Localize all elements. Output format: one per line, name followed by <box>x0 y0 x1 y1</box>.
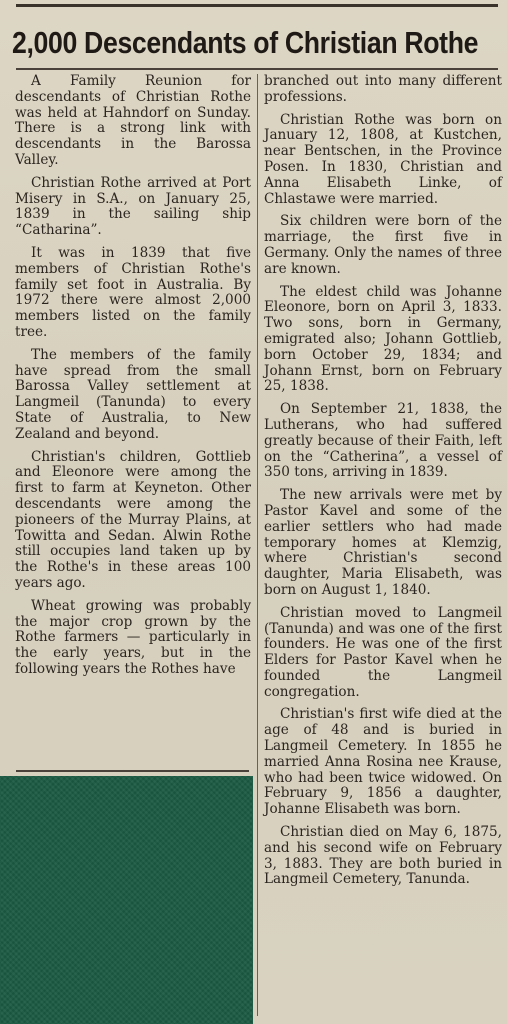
column-divider <box>257 74 258 1016</box>
paragraph: Six children were born of the marriage, the first five in Germany. Only the names of three are known. <box>264 213 502 277</box>
left-column <box>15 74 251 685</box>
article-end-rule <box>16 770 249 772</box>
paragraph: Christian's children, Gottlieb and Eleonore were among the first to farm at Keyneton. Other descendants were among the pioneers of the Murray Plains, at Towitta and Sedan. Alwin Rothe still occupies land taken up by the Rothe's in these areas 100 years ago. <box>15 448 251 591</box>
paragraph: It was in 1839 that five members of Christian Rothe's family set foot in Australia. By 1972 there were almost 2,000 members listed on the family tree. <box>15 244 251 340</box>
paragraph: The eldest child was Johanne Eleonore, born on April 3, 1833. Two sons, born in Germany, emigrated also; Johann Gottlieb, born October 29, 1834; and Johann Ernst, born on February 25, 1838. <box>264 283 502 395</box>
paragraph: A Family Reunion for descendants of Christian Rothe was held at Hahndorf on Sunday. There is a strong link with descendants in the Barossa Valley. <box>15 73 251 168</box>
paragraph: Christian moved to Langmeil (Tanunda) and was one of the first founders. He was one of the first Elders for Pastor Kavel when he founded the Langmeil congregation. <box>264 604 502 700</box>
paragraph: Christian died on May 6, 1875, and his second wife on February 3, 1883. They are both buried in Langmeil Cemetery, Tanunda. <box>264 824 502 888</box>
top-rule <box>16 4 498 7</box>
paragraph: The new arrivals were met by Pastor Kavel and some of the earlier settlers who had made temporary homes at Klemzig, where Christian's second daughter, Maria Elisabeth, was born on August 1, 1840. <box>264 487 502 598</box>
paragraph: branched out into many different professions. <box>264 73 502 105</box>
paragraph: On September 21, 1838, the Lutherans, who had suffered greatly because of their Faith, left on the “Catherina”, a vessel of 350 tons, arriving in 1839. <box>264 401 502 481</box>
paragraph: Christian's first wife died at the age of 48 and is buried in Langmeil Cemetery. In 1855 he married Anna Rosina nee Krause, who had been twice widowed. On February 9, 1856 a daughter, Johanne Elisabeth was born. <box>264 706 502 818</box>
green-background-area <box>0 776 253 1024</box>
paragraph: Christian Rothe was born on January 12, 1808, at Kustchen, near Bentschen, in the Province Posen. In 1830, Christian and Anna Elisabeth Linke, of Chlastawe were married. <box>264 111 502 207</box>
headline: 2,000 Descendants of Christian Rothe <box>12 25 479 60</box>
paragraph: Christian Rothe arrived at Port Misery in S.A., on January 25, 1839 in the sailing ship “Catharina”. <box>15 174 251 239</box>
paragraph: The members of the family have spread from the small Barossa Valley settlement at Langmeil (Tanunda) to every State of Australia, to New Zealand and beyond. <box>15 346 251 442</box>
paragraph: Wheat growing was probably the major crop grown by the Rothe farmers — particularly in the early years, but in the following years the Rothes have <box>15 597 251 677</box>
right-column <box>264 74 502 895</box>
headline-rule <box>16 68 498 70</box>
